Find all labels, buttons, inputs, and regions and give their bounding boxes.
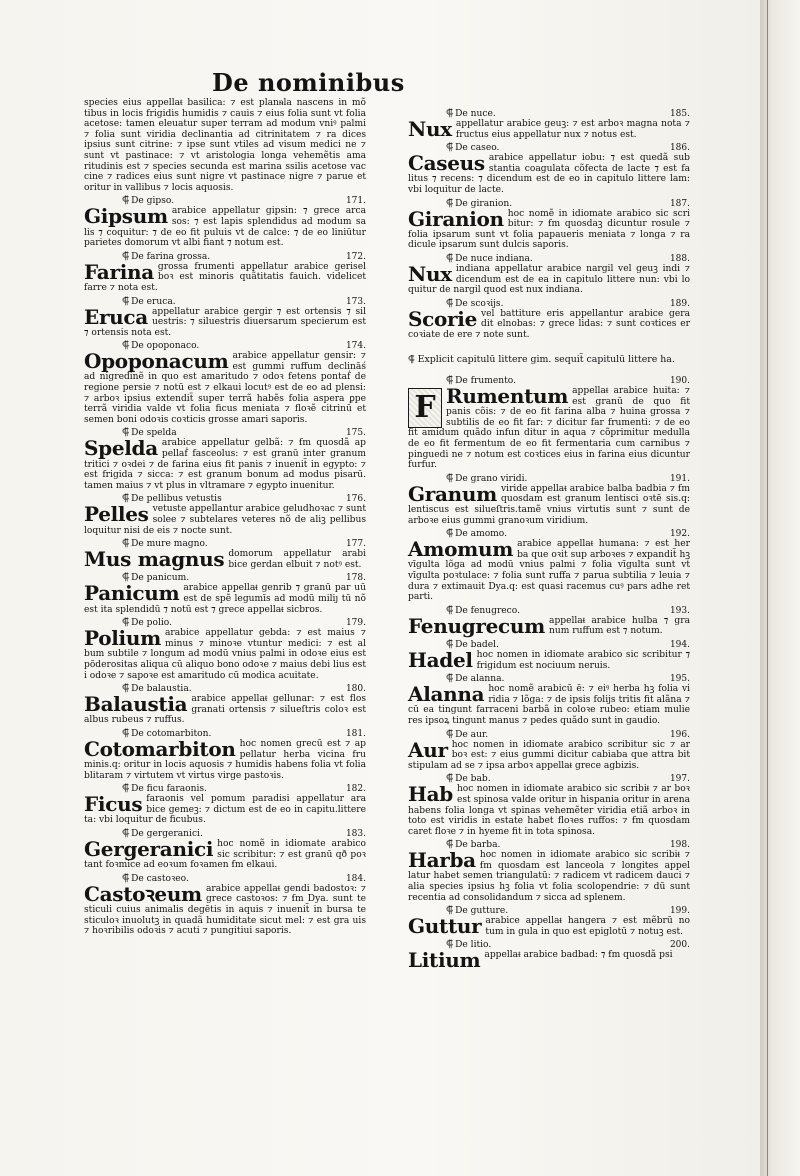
- entry-subheading: [408, 198, 690, 209]
- entry-text: grossa frumenti appellatur arabice gerisel boꝛ est minoris quãtitatis fauich. videlicet farre ⁊ nota est.: [84, 261, 366, 293]
- headword: Farina: [84, 259, 154, 284]
- headword: Gipsum: [84, 204, 168, 229]
- pilcrow-icon: ⸿: [122, 340, 130, 352]
- entry-text: appellaᵵ arabice huita: ⁊ est granū de quo fit panis cõis: ⁊ de eo fit farina alba ⁊ huina grossa ⁊ subtilis de eo fit far: ⁊ dicitur far frumenti: ⁊ de eo fit amidum quãdo infun ditur in aqua ⁊ cõprimitur medulla de eo fit fermentum de eo fit fermentaria cum carnibus ⁊ pinguedi ne ⁊ notum est coꝛtices eius in farina eius dicuntur furfur.: [408, 386, 690, 471]
- entry-number: 187.: [669, 198, 690, 209]
- entry-text: hoc nomen in idiomate arabico sic scribitur ⁊ frigidum est nociuum neruis.: [476, 649, 690, 671]
- decorated-initial: F: [408, 388, 442, 428]
- entry-subheading: [408, 473, 690, 484]
- entry-number: 182.: [345, 784, 366, 795]
- dictionary-entry: [84, 538, 366, 570]
- dictionary-entry: [408, 905, 690, 937]
- entry-text: appellaᵵ arabice hulba ⁊ gra num ruffum est ⁊ notum.: [549, 615, 690, 637]
- entry-subheading: [408, 773, 690, 784]
- dictionary-entry: [408, 729, 690, 772]
- headword: Nux: [408, 117, 452, 141]
- headword: Fenugrecum: [408, 613, 546, 638]
- headword: Scorie: [408, 306, 478, 331]
- entry-number: 175.: [345, 428, 366, 439]
- pilcrow-icon: ⸿: [122, 617, 130, 629]
- headword: Pelles: [84, 502, 149, 527]
- subheading-text: De eruca.: [131, 296, 176, 307]
- entry-text: hoc nomẽ arabicū ē: ⁊ eiꝰ herba hꝫ folia vi ridia ⁊ lõga: ⁊ de ipsis folijs tritis fit alãna ⁊ cū ea tingunt farraceni barbã in coloꝛe rubeo: etiam mulie res ipsoꝝ tingunt manus ⁊ pedes quãdo sunt in gaudio.: [408, 684, 690, 726]
- subheading-text: De grano viridi.: [455, 473, 528, 484]
- subheading-text: De castoꝛeo.: [131, 873, 189, 884]
- continued-entry: [84, 98, 366, 193]
- headword: Ficus: [84, 792, 143, 817]
- entry-number: 173.: [345, 296, 366, 307]
- entry-subheading: [408, 673, 690, 684]
- headword: Eruca: [84, 304, 148, 329]
- entry-number: 200.: [669, 940, 690, 951]
- dictionary-entry: [84, 683, 366, 726]
- subheading-text: De fenugreco.: [455, 605, 520, 616]
- dictionary-entry: [408, 253, 690, 296]
- subheading-text: De aur.: [455, 729, 489, 740]
- dictionary-entry: [408, 839, 690, 903]
- entry-text: hoc nomẽ in idiomate arabico sic scri bitur: ⁊ ẜm quosdaꝫ dicuntur rosule ⁊ folia ipsarum sunt vt folia papaueris meniata ⁊ longa ⁊ ra dicule ipsarum sunt dulcis saporis.: [408, 208, 690, 251]
- headword: Harba: [408, 848, 476, 873]
- entry-text: arabice appellaᵵ gellunar: ⁊ est flos granati ortensis ⁊ silueſtris coloꝛ est albus rubeus ⁊ ruffus.: [84, 694, 366, 726]
- headword: Hadel: [408, 647, 473, 672]
- entry-subheading: [408, 253, 690, 264]
- entry-number: 184.: [345, 873, 366, 884]
- headword: Litium: [408, 948, 481, 973]
- pilcrow-icon: ⸿: [446, 297, 454, 309]
- entry-subheading: [84, 617, 366, 628]
- pilcrow-icon: ⸿: [122, 872, 130, 884]
- entry-subheading: [84, 195, 366, 206]
- headword: Granum: [408, 481, 498, 506]
- entry-text: domorum appellatur arabi bice gerdan elbuit ⁊ notꝰ est.: [228, 549, 366, 570]
- entry-subheading: [408, 108, 690, 119]
- subheading-text: De gutture.: [455, 906, 509, 917]
- entry-text: hoc nomen grecū est ⁊ ap pellatur herba vicina fru minis.q: oritur in locis aquosis ⁊ humidis habens folia vt folia blitaram ⁊ virtutem vt virtus virge pastoꝛis.: [84, 738, 366, 781]
- headword: Castoꝛeum: [84, 881, 202, 906]
- dictionary-entry: [408, 298, 690, 341]
- headword: Balaustia: [84, 692, 188, 717]
- entry-number: 172.: [345, 251, 366, 262]
- dictionary-entry: [84, 195, 366, 248]
- entry-subheading: [408, 905, 690, 916]
- subheading-text: De pellibus vetustis: [131, 494, 222, 505]
- entry-text: appellaᵵ arabice badbad: ⁊ ẜm quosdã psi: [484, 950, 673, 961]
- entry-text: hoc nomen in idiomate arabico sic scribiᵵ ⁊ ar boꝛ est spinosa valde oritur in hispania oritur in arena habens folia longa vt spinas vehemẽter viridia etiã arboꝛ in toto est viridis in estate habet floꝛes ruffos: ⁊ ẜm quosdam caret floꝛe ⁊ in hyeme fit in tota spinosa.: [408, 784, 690, 837]
- dictionary-entry: [408, 528, 690, 603]
- dictionary-entry: [408, 142, 690, 195]
- pilcrow-icon: ⸿: [446, 673, 454, 685]
- pilcrow-icon: ⸿: [122, 727, 130, 739]
- right-column-text: [408, 108, 690, 971]
- frumentum-entry: [408, 375, 690, 471]
- subheading-text: De alanna.: [455, 674, 505, 685]
- subheading-text: De cotomarbiton.: [131, 728, 212, 739]
- headword: Alanna: [408, 682, 485, 707]
- entry-number: 180.: [345, 684, 366, 695]
- subheading-text: De mure magno.: [131, 539, 208, 550]
- subheading-text: De gergeranici.: [131, 829, 203, 840]
- headword: Spelda: [84, 436, 158, 461]
- pilcrow-icon: ⸿: [122, 683, 130, 695]
- entry-text: hoc nomẽ in idiomate arabico sic scribitur: ⁊ est granū qð poꝛ tant foꝛmice ad eoꝛum foꝛamen ẜm elkaui.: [84, 839, 366, 871]
- entry-number: 189.: [669, 298, 690, 309]
- dictionary-entry: [84, 828, 366, 871]
- entry-number: 181.: [345, 728, 366, 739]
- subheading-text: De bab.: [455, 774, 491, 785]
- dictionary-entry: [408, 639, 690, 671]
- entry-subheading: [408, 528, 690, 539]
- page-gutter: [760, 0, 800, 1176]
- entry-subheading: [408, 142, 690, 153]
- dictionary-entry: [408, 773, 690, 837]
- pilcrow-icon: ⸿: [446, 773, 454, 785]
- dictionary-entry: [84, 617, 366, 681]
- pilcrow-icon: ⸿: [122, 828, 130, 840]
- pilcrow-icon: ⸿: [446, 142, 454, 154]
- entry-text: indiana appellatur arabice nargil vel geuꝫ indi ⁊ dicendum est de ea in capitulo littere nun: vbi lo quitur de nargil quod est nux indiana.: [408, 263, 690, 296]
- subheading-text: De scoꝛijs.: [455, 298, 504, 309]
- entry-number: 171.: [345, 196, 366, 207]
- entry-text: appellatur arabice gergir ⁊ est ortensis ⁊ sil uestris: ⁊ siluestris diuersarum specierum est ⁊ ortensis nota est.: [84, 306, 366, 338]
- headword: Hab: [408, 782, 453, 807]
- entry-text: viride appellaᵵ arabice balba badbia ⁊ ẜm quosdam est granum lentisci oꝛtē sis.q: lentiscus est silueſtris.tamẽ vnius virtutis sunt ⁊ sunt de arboꝛe eius gummi granoꝛum viridium.: [408, 483, 690, 526]
- left-entry-list: [84, 195, 366, 936]
- entry-text: arabice appellatur gebda: ⁊ est maius ⁊ minus ⁊ minoꝛe vtuntur medici: ⁊ est al bum subtile ⁊ longum ad modū vnius palmi in odoꝛe eius est pōderositas aliqua cū aliquo bono odoꝛe ⁊ maius debi lius est i odoꝛe ⁊ sapoꝛe est amaritudo cū modica acuitate.: [84, 628, 366, 681]
- subheading-text: De spelda: [131, 428, 177, 439]
- entry-number: 197.: [669, 774, 690, 785]
- entry-number: 176.: [345, 494, 366, 505]
- entry-number: 199.: [669, 906, 690, 917]
- right-entry-list-b: [408, 472, 690, 973]
- pilcrow-icon: ⸿: [446, 905, 454, 917]
- entry-number: 192.: [669, 529, 690, 540]
- running-head: De nominibus: [212, 68, 405, 97]
- entry-number: 174.: [345, 341, 366, 352]
- entry-number: 179.: [345, 618, 366, 629]
- subheading-text: De barba.: [455, 840, 501, 851]
- entry-text: arabice appellaᵵ hangera ⁊ est mẽbrū no tum in gula in quo est epiglotū ⁊ notuꝫ est.: [485, 916, 690, 937]
- entry-number: 194.: [669, 639, 690, 650]
- subheading-text: De gipso.: [131, 196, 175, 207]
- gutter-line: [767, 0, 768, 1176]
- entry-text: arabice appellatur iobu: ⁊ est quedã sub stantia coagulata cõfecta de lacte ⁊ est fa litus ⁊ recens: ⁊ dicendum est de eo in capitulo littere lam: vbi loquitur de lacte.: [408, 153, 690, 195]
- pilcrow-icon: ⸿: [446, 472, 454, 484]
- entry-subheading: [408, 839, 690, 850]
- headword: Giranion: [408, 206, 504, 231]
- entry-text: hoc nomen in idiomate arabico sic scribiᵵ ⁊ ẜm quosdam est lanceola ⁊ longites appel latur habet semen triangulatū: ⁊ radicem vt radicem dauci ⁊ alia species ipsius hꝫ folia vt folia scolopendrie: ⁊ dū sunt recentia ad consolidandum ⁊ sicca ad splenem.: [408, 850, 690, 903]
- entry-text: arabice appellaᵵ humana: ⁊ est her ba que oꝛit sup arboꝛes ⁊ expandit̃ hꝫ vīgulta lõga ad modū vnius palmi ⁊ folia vīgulta sunt vt vīgulta poꝛtulace: ⁊ folia sunt ruffa ⁊ parua subtilia ⁊ leuia ⁊ dura ⁊ extimauit Dya.q: est quasi racemus cuꝰ pars adhe ret parti.: [408, 539, 690, 603]
- headword: Mus magnus: [84, 547, 225, 572]
- pilcrow-icon: ⸿: [122, 572, 130, 584]
- entry-number: 188.: [669, 253, 690, 264]
- entry-number: 185.: [669, 109, 690, 119]
- subheading-text: De frumento.: [455, 376, 516, 387]
- subheading-text: De nuce indiana.: [455, 253, 533, 264]
- pilcrow-icon: ⸿: [446, 604, 454, 616]
- entry-number: 198.: [669, 840, 690, 851]
- entry-text: arabice appellatur gensir: ⁊ est gummi ruffum declināś ad nigredinẽ in quo est amaritudo ⁊ odoꝛ fetens pontaḟ de regione persie ⁊ notū est ⁊ elkaui locutꝰ est de eo ad plensi: ⁊ arboꝛ ipsius extendiẗ super terrã habẽs folia aspera ꝑpe terrã viridia valde vt folia ficus meniata ⁊ floꝛẽ citrinū et semen boni odoꝛis coꝛticis grosse amari saporis.: [84, 351, 366, 425]
- subheading-text: De ficu faraonis.: [131, 784, 207, 795]
- headword: Nux: [408, 261, 452, 286]
- entry-text: arabice appellaᵵ gendi badostoꝛ: ⁊ grece castoꝛos: ⁊ ẜm Dya. sunt te sticuli cuius animalis degētis in aquis ⁊ inuenit̃ in bursa te sticuloꝛ inuolutꝫ in quadã humiditate sicut mel: ⁊ est gra uis ⁊ hoꝛribilis odoꝛis ⁊ acuti ⁊ pungitiui saporis.: [84, 883, 366, 937]
- chapter-explicit: [408, 355, 690, 366]
- entry-subheading: [84, 683, 366, 694]
- entry-number: 177.: [345, 539, 366, 550]
- subheading-text: De giranion.: [455, 198, 513, 209]
- subheading-text: De caseo.: [455, 143, 500, 154]
- pilcrow-icon: ⸿: [446, 197, 454, 209]
- headword: Opoponacum: [84, 349, 229, 374]
- entry-subheading: [408, 639, 690, 650]
- entry-text: species eius appellaᵵ basilica: ⁊ est planᵰla nascens in mõ tibus in locis frigidis humidis ⁊ cauis ⁊ eius folia sunt vt folia acetose: tamen eleuatur super terram ad modum vniꝰ palmi ⁊ folia sunt viridia declinantia ad citrinitatem ⁊ ra dices ipsius sunt citrine: ⁊ ipse sunt vtiles ad visum medici ne ⁊ sunt vt pastinace: ⁊ vt aristologia longa vehemẽtis ama ritudinis est ⁊ species secunda est marina ssilis acetose vac cine ⁊ radices eius sunt nigre vt pastinace nigre ⁊ parue et oritur in vallibus ⁊ locis aquosis.: [84, 98, 366, 193]
- entry-subheading: [84, 572, 366, 583]
- entry-number: 193.: [669, 605, 690, 616]
- entry-subheading: [84, 828, 366, 839]
- entry-subheading: [84, 783, 366, 794]
- entry-subheading: [84, 538, 366, 549]
- entry-number: 186.: [669, 143, 690, 154]
- headword: Panicum: [84, 581, 180, 606]
- entry-text: arabice appellatur gelbã: ⁊ ẜm quosdã ap pellaḟ fasceolus: ⁊ est granū inter granum tritici ⁊ oꝛdei ⁊ de farina eius fit panis ⁊ inuenit̃ in egypto: ⁊ est frigida ⁊ sicca: ⁊ est granum bonum ad modus pisarū. tamen maius ⁊ vt plus in vltramare ⁊ egypto inuenitur.: [84, 438, 366, 491]
- dictionary-entry: [408, 939, 690, 973]
- pilcrow-icon: ⸿: [446, 108, 454, 119]
- pilcrow-icon: ⸿: [446, 638, 454, 650]
- dictionary-entry: [408, 605, 690, 637]
- subheading-text: De opoponaco.: [131, 341, 200, 352]
- entry-subheading: [84, 427, 366, 438]
- dictionary-entry: [408, 673, 690, 726]
- subheading-text: De balaustia.: [131, 684, 192, 695]
- entry-text: arabice appellatur gipsin: ⁊ grece arca sos: ⁊ est lapis splendidus ad modum sa lis ⁊ coquitur: ⁊ de eo fit puluis vt de calce: ⁊ de eo liniūtur parietes domorum vt albi fiant ⁊ notum est.: [84, 206, 366, 249]
- dictionary-entry: [408, 198, 690, 251]
- headword: Polium: [84, 626, 161, 651]
- dictionary-entry: [408, 473, 690, 526]
- dictionary-entry: [84, 340, 366, 425]
- entry-number: 195.: [669, 674, 690, 685]
- subheading-text: De badel.: [455, 639, 499, 650]
- headword: Amomum: [408, 537, 514, 562]
- pilcrow-icon: ⸿: [122, 493, 130, 505]
- pilcrow-icon: ⸿: [122, 295, 130, 307]
- entry-subheading: [84, 493, 366, 504]
- headword: Cotomarbiton: [84, 736, 236, 761]
- entry-subheading: [408, 298, 690, 309]
- headword: Rumentum: [446, 384, 569, 409]
- pilcrow-icon: ⸿: [122, 783, 130, 795]
- subheading-text: De panicum.: [131, 573, 190, 584]
- entry-number: 196.: [669, 729, 690, 740]
- entry-text: faraonis vel pomum paradisi appellatur ara bice gemeꝫ: ⁊ dictum est de eo in capitu.littere ta: vbi loquitur de ficubus.: [84, 794, 366, 826]
- dictionary-entry: [408, 108, 690, 140]
- right-entry-list-a: [408, 108, 690, 341]
- entry-subheading: [84, 296, 366, 307]
- dictionary-entry: [84, 728, 366, 781]
- explicit-text: Explicit capitulū littere gim. sequit̃ capitulū littere ha.: [417, 353, 675, 365]
- entry-text: hoc nomen in idiomate arabico scribitur sic ⁊ ar boꝛ est: ⁊ eius gummi dicitur cabiaba que attra bit stipulam ad se ⁊ ipsa arboꝛ appellaᵵ grece agbizis.: [408, 739, 690, 771]
- pilcrow-icon: ⸿: [446, 252, 454, 264]
- dictionary-entry: [84, 296, 366, 339]
- pilcrow-icon: ⸿: [122, 195, 130, 207]
- pilcrow-icon: ⸿: [446, 839, 454, 851]
- entry-number: 178.: [345, 573, 366, 584]
- left-column-text: [84, 98, 366, 939]
- entry-text: vel battiture eris appellantur arabice gera dit elnobas: ⁊ grece lidas: ⁊ sunt coꝛtices er coꝛiate de ere ⁊ note sunt.: [408, 308, 690, 340]
- pilcrow-icon: ⸿: [122, 250, 130, 262]
- pilcrow-icon: ⸿: [122, 538, 130, 550]
- headword: Aur: [408, 737, 448, 762]
- entry-text: appellatur arabice geuꝫ: ⁊ est arboꝛ magna nota ⁊ fructus eius appellatur nux ⁊ notus est.: [455, 119, 690, 140]
- entry-number: 190.: [669, 376, 690, 387]
- dictionary-entry: [84, 427, 366, 491]
- subheading-text: De farina grossa.: [131, 251, 211, 262]
- dictionary-entry: [84, 251, 366, 294]
- dictionary-entry: [84, 493, 366, 536]
- pilcrow-icon: ⸿: [446, 375, 454, 387]
- subheading-text: De litio.: [455, 940, 492, 951]
- headword: Caseus: [408, 151, 485, 176]
- pilcrow-icon: ⸿: [446, 528, 454, 540]
- pilcrow-icon: ⸿: [122, 427, 130, 439]
- entry-number: 191.: [669, 473, 690, 484]
- entry-subheading: [84, 873, 366, 884]
- headword: Gergeranici: [84, 837, 214, 862]
- entry-text: vetuste appellantur arabice geludhoꝛac ⁊ sunt solee ⁊ subtelares veteres nõ de aliꝫ pellibus loquitur nisi de eis ⁊ nocte sunt.: [84, 504, 366, 536]
- entry-subheading: [408, 729, 690, 740]
- dictionary-entry: [84, 572, 366, 615]
- entry-subheading: [84, 251, 366, 262]
- entry-subheading: [408, 939, 690, 950]
- pilcrow-icon: ⸿: [446, 939, 454, 951]
- entry-text: arabice appellaᵵ genrib ⁊ granū par uū est de spẽ legumīs ad modū miliȷ tū nõ est ita splendidū ⁊ notū est ⁊ grece appellaᵵ sicbros.: [84, 583, 366, 615]
- headword: Guttur: [408, 914, 482, 939]
- pilcrow-icon: ⸿: [446, 728, 454, 740]
- dictionary-entry: [84, 783, 366, 826]
- pilcrow-icon: ⸿: [408, 353, 415, 365]
- entry-subheading: [408, 605, 690, 616]
- subheading-text: De amomo.: [455, 529, 508, 540]
- dictionary-entry: [84, 873, 366, 937]
- subheading-text: De nuce.: [455, 109, 496, 119]
- entry-number: 183.: [345, 829, 366, 840]
- subheading-text: De polio.: [131, 618, 172, 629]
